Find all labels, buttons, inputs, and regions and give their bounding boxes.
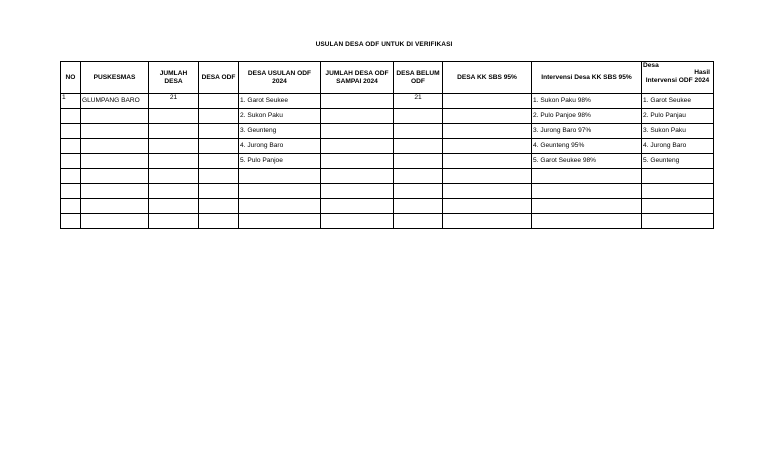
verification-table (60, 61, 714, 229)
table-row (61, 154, 714, 169)
cell-no: 1 (61, 94, 81, 109)
cell-desa-usulan: 2. Sukon Paku (239, 109, 321, 124)
cell-belum-odf (394, 169, 443, 184)
cell-no (61, 154, 81, 169)
cell-belum-odf (394, 184, 443, 199)
cell-belum-odf (394, 139, 443, 154)
page-title: USULAN DESA ODF UNTUK DI VERIFIKASI (315, 41, 453, 48)
header-desa-hasil-intervensi (642, 62, 714, 94)
cell-desa-odf (199, 94, 239, 109)
cell-intervensi: 5. Garot Seukee 98% (532, 154, 642, 169)
header-desa-hasil-bottom: Intervensi ODF 2024 (645, 77, 710, 84)
header-desa-usulan-odf: DESA USULAN ODF 2024 (239, 62, 321, 94)
cell-hasil: 1. Garot Seukee (642, 94, 714, 109)
cell-kk-sbs (443, 124, 532, 139)
cell-jumlah-odf (321, 139, 394, 154)
cell-jumlah-desa (149, 184, 199, 199)
header-desa-kk-sbs: DESA KK SBS 95% (443, 62, 532, 94)
cell-intervensi (532, 169, 642, 184)
cell-jumlah-odf (321, 169, 394, 184)
cell-kk-sbs (443, 154, 532, 169)
cell-belum-odf (394, 109, 443, 124)
cell-desa-usulan: 1. Garot Seukee (239, 94, 321, 109)
cell-jumlah-desa (149, 109, 199, 124)
cell-kk-sbs (443, 199, 532, 214)
cell-belum-odf (394, 214, 443, 229)
cell-kk-sbs (443, 109, 532, 124)
cell-belum-odf (394, 124, 443, 139)
cell-belum-odf: 21 (394, 94, 443, 109)
header-no: NO (61, 62, 81, 94)
cell-no (61, 139, 81, 154)
cell-desa-odf (199, 214, 239, 229)
cell-no (61, 214, 81, 229)
cell-desa-usulan: 5. Pulo Panjoe (239, 154, 321, 169)
cell-no (61, 109, 81, 124)
cell-intervensi: 2. Pulo Panjoe 98% (532, 109, 642, 124)
table-row (61, 199, 714, 214)
cell-kk-sbs (443, 184, 532, 199)
header-intervensi-desa-kk-sbs: Intervensi Desa KK SBS 95% (532, 62, 642, 94)
table-row (61, 169, 714, 184)
cell-no (61, 199, 81, 214)
cell-intervensi: 3. Jurong Baro 97% (532, 124, 642, 139)
cell-desa-odf (199, 109, 239, 124)
cell-puskesmas (81, 214, 149, 229)
cell-hasil (642, 169, 714, 184)
cell-puskesmas (81, 139, 149, 154)
cell-jumlah-odf (321, 199, 394, 214)
cell-intervensi: 1. Sukon Paku 98% (532, 94, 642, 109)
cell-jumlah-desa (149, 169, 199, 184)
cell-jumlah-desa (149, 199, 199, 214)
table-row (61, 94, 714, 109)
table-row (61, 214, 714, 229)
cell-puskesmas (81, 184, 149, 199)
cell-no (61, 169, 81, 184)
cell-jumlah-odf (321, 154, 394, 169)
cell-desa-usulan (239, 169, 321, 184)
cell-desa-usulan: 4. Jurong Baro (239, 139, 321, 154)
cell-kk-sbs (443, 94, 532, 109)
cell-jumlah-odf (321, 214, 394, 229)
header-desa-hasil-right: Hasil (694, 69, 710, 76)
header-row (61, 62, 714, 94)
cell-intervensi (532, 184, 642, 199)
cell-jumlah-desa: 21 (149, 94, 199, 109)
cell-kk-sbs (443, 169, 532, 184)
cell-desa-odf (199, 169, 239, 184)
cell-no (61, 124, 81, 139)
cell-jumlah-odf (321, 124, 394, 139)
table-body (61, 94, 714, 229)
cell-puskesmas (81, 154, 149, 169)
cell-jumlah-odf (321, 94, 394, 109)
cell-hasil (642, 199, 714, 214)
header-desa-belum-odf: DESA BELUM ODF (394, 62, 443, 94)
table-row (61, 184, 714, 199)
table-row (61, 124, 714, 139)
cell-intervensi: 4. Geunteng 95% (532, 139, 642, 154)
cell-hasil (642, 184, 714, 199)
cell-jumlah-desa (149, 154, 199, 169)
cell-kk-sbs (443, 214, 532, 229)
cell-intervensi (532, 214, 642, 229)
table-row (61, 109, 714, 124)
cell-puskesmas (81, 124, 149, 139)
cell-puskesmas (81, 169, 149, 184)
cell-belum-odf (394, 199, 443, 214)
cell-jumlah-desa (149, 124, 199, 139)
cell-no (61, 184, 81, 199)
cell-desa-odf (199, 154, 239, 169)
cell-hasil: 3. Sukon Paku (642, 124, 714, 139)
cell-desa-usulan: 3. Geunteng (239, 124, 321, 139)
cell-jumlah-desa (149, 214, 199, 229)
cell-hasil: 2. Pulo Panjau (642, 109, 714, 124)
cell-jumlah-desa (149, 139, 199, 154)
cell-desa-odf (199, 184, 239, 199)
header-desa-odf: DESA ODF (199, 62, 239, 94)
cell-puskesmas (81, 109, 149, 124)
cell-desa-usulan (239, 199, 321, 214)
cell-desa-odf (199, 124, 239, 139)
header-desa-hasil-top: Desa (643, 62, 659, 69)
table-row (61, 139, 714, 154)
cell-jumlah-odf (321, 184, 394, 199)
cell-desa-usulan (239, 184, 321, 199)
cell-hasil: 4. Jurong Baro (642, 139, 714, 154)
cell-puskesmas (81, 199, 149, 214)
cell-puskesmas: GLUMPANG BARO (81, 94, 149, 109)
cell-desa-odf (199, 139, 239, 154)
cell-desa-odf (199, 199, 239, 214)
cell-desa-usulan (239, 214, 321, 229)
cell-hasil: 5. Geunteng (642, 154, 714, 169)
cell-belum-odf (394, 154, 443, 169)
header-jumlah-desa-odf: JUMLAH DESA ODF SAMPAI 2024 (321, 62, 394, 94)
cell-jumlah-odf (321, 109, 394, 124)
header-jumlah-desa: JUMLAH DESA (149, 62, 199, 94)
cell-hasil (642, 214, 714, 229)
header-puskesmas: PUSKESMAS (81, 62, 149, 94)
cell-kk-sbs (443, 139, 532, 154)
cell-intervensi (532, 199, 642, 214)
